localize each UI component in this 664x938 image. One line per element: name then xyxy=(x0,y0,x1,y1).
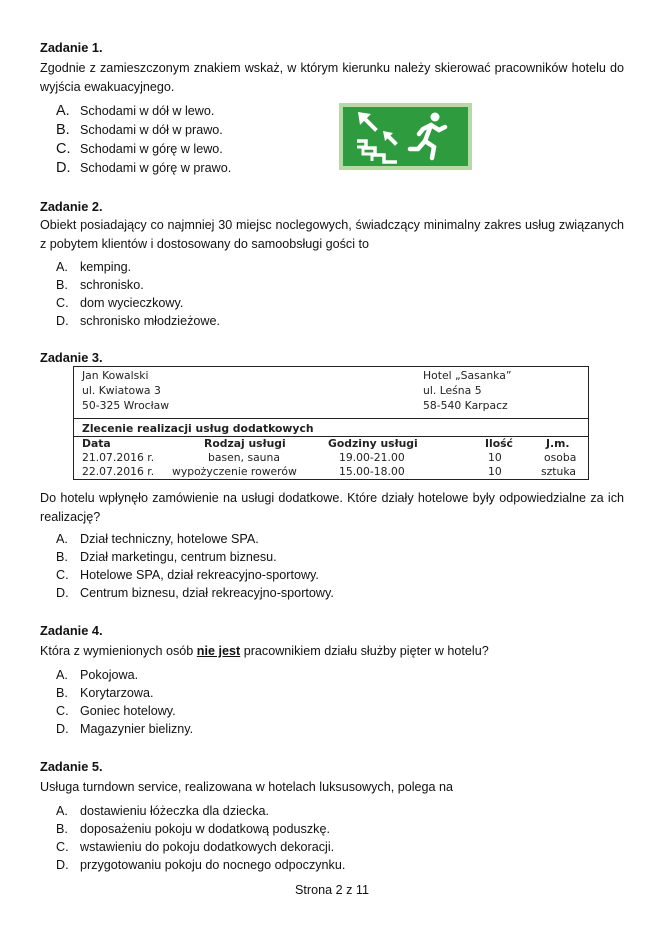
recipient-street: ul. Leśna 5 xyxy=(423,384,482,397)
option-text: doposażeniu pokoju w dodatkową poduszkę. xyxy=(80,822,330,836)
task-1-title: Zadanie 1. xyxy=(40,40,103,55)
task-4-title: Zadanie 4. xyxy=(40,623,103,638)
page-number: Strona 2 z 11 xyxy=(295,883,369,897)
option-letter: B. xyxy=(56,278,68,292)
order-row-2-unit: sztuka xyxy=(541,465,577,478)
task-5-question: Usługa turndown service, realizowana w hotelach luksusowych, polega na xyxy=(40,780,454,794)
order-header-hours: Godziny usługi xyxy=(328,437,418,450)
option-letter: A. xyxy=(56,532,68,546)
option-letter: D. xyxy=(56,722,69,736)
option-text: schronisko młodzieżowe. xyxy=(80,314,220,328)
option-letter: D. xyxy=(56,314,69,328)
option-text: przygotowaniu pokoju do nocnego odpoczynku. xyxy=(80,858,346,872)
task-4-question xyxy=(40,642,489,660)
task-3-question: Do hotelu wpłynęło zamówienie na usługi dodatkowe. Które działy hotelowe były odpowiedzialne za ich realizację? xyxy=(40,491,624,524)
order-row-1-date: 21.07.2016 r. xyxy=(82,451,155,464)
recipient-name: Hotel „Sasanka” xyxy=(423,369,512,382)
order-row-1-quantity: 10 xyxy=(488,451,502,464)
evacuation-sign-icon xyxy=(339,103,472,170)
sender-name: Jan Kowalski xyxy=(82,369,149,382)
exam-page xyxy=(40,0,624,938)
option-text: dom wycieczkowy. xyxy=(80,296,184,310)
option-letter: D. xyxy=(56,586,69,600)
option-letter: B. xyxy=(56,822,68,836)
question-emphasis: nie jest xyxy=(196,644,241,658)
option-text: Goniec hotelowy. xyxy=(80,704,176,718)
option-text: wstawieniu do pokoju dodatkowych dekoracji. xyxy=(80,840,335,854)
order-header-service: Rodzaj usługi xyxy=(204,437,286,450)
option-text: Hotelowe SPA, dział rekreacyjno-sportowy. xyxy=(80,568,319,582)
option-text: Dział marketingu, centrum biznesu. xyxy=(80,550,277,564)
order-header-quantity: Ilość xyxy=(485,437,513,450)
option-letter: C. xyxy=(56,296,69,310)
option-letter: A. xyxy=(56,103,70,119)
divider xyxy=(74,418,588,419)
sender-street: ul. Kwiatowa 3 xyxy=(82,384,161,397)
option-text: Centrum biznesu, dział rekreacyjno-sportowy. xyxy=(80,586,334,600)
option-text: Magazynier bielizny. xyxy=(80,722,194,736)
option-text: Schodami w dół w lewo. xyxy=(80,104,215,118)
option-letter: B. xyxy=(56,550,68,564)
option-text: schronisko. xyxy=(80,278,144,292)
task-1-question: Zgodnie z zamieszczonym znakiem wskaż, w którym kierunku należy skierować pracowników hotelu do wyjścia ewakuacyjnego. xyxy=(40,61,624,94)
order-title: Zlecenie realizacji usług dodatkowych xyxy=(82,422,314,435)
task-5-title: Zadanie 5. xyxy=(40,759,103,774)
option-letter: C. xyxy=(56,704,69,718)
question-text: pracownikiem działu służby pięter w hotelu? xyxy=(240,644,489,658)
order-row-1-hours: 19.00-21.00 xyxy=(339,451,405,464)
service-order-form xyxy=(73,366,589,480)
option-letter: A. xyxy=(56,668,68,682)
option-letter: B. xyxy=(56,122,70,138)
option-letter: C. xyxy=(56,840,69,854)
option-text: Schodami w dół w prawo. xyxy=(80,123,223,137)
option-text: kemping. xyxy=(80,260,132,274)
option-text: Schodami w górę w lewo. xyxy=(80,142,223,156)
task-2-question: Obiekt posiadający co najmniej 30 miejsc noclegowych, świadczący minimalny zakres usług związanych z pobytem klientów i dostosowany do samoobsługi gości to xyxy=(40,218,624,251)
order-row-2-quantity: 10 xyxy=(488,465,502,478)
order-row-1-service: basen, sauna xyxy=(208,451,280,464)
option-letter: D. xyxy=(56,858,69,872)
recipient-city: 58-540 Karpacz xyxy=(423,399,508,412)
question-text: Która z wymienionych osób xyxy=(40,644,197,658)
option-text: Schodami w górę w prawo. xyxy=(80,161,232,175)
option-letter: B. xyxy=(56,686,68,700)
option-text: Dział techniczny, hotelowe SPA. xyxy=(80,532,259,546)
option-text: dostawieniu łóżeczka dla dziecka. xyxy=(80,804,270,818)
task-2-title: Zadanie 2. xyxy=(40,199,103,214)
order-row-2-service: wypożyczenie rowerów xyxy=(172,465,297,478)
option-letter: A. xyxy=(56,804,68,818)
task-3-title: Zadanie 3. xyxy=(40,350,103,365)
option-letter: C. xyxy=(56,568,69,582)
sender-city: 50-325 Wrocław xyxy=(82,399,170,412)
option-letter: C. xyxy=(56,141,71,157)
option-text: Korytarzowa. xyxy=(80,686,154,700)
order-header-unit: J.m. xyxy=(546,437,570,450)
option-letter: D. xyxy=(56,160,71,176)
order-row-2-hours: 15.00-18.00 xyxy=(339,465,405,478)
order-row-1-unit: osoba xyxy=(544,451,577,464)
order-row-2-date: 22.07.2016 r. xyxy=(82,465,155,478)
option-text: Pokojowa. xyxy=(80,668,139,682)
order-header-date: Data xyxy=(82,437,111,450)
option-letter: A. xyxy=(56,260,68,274)
